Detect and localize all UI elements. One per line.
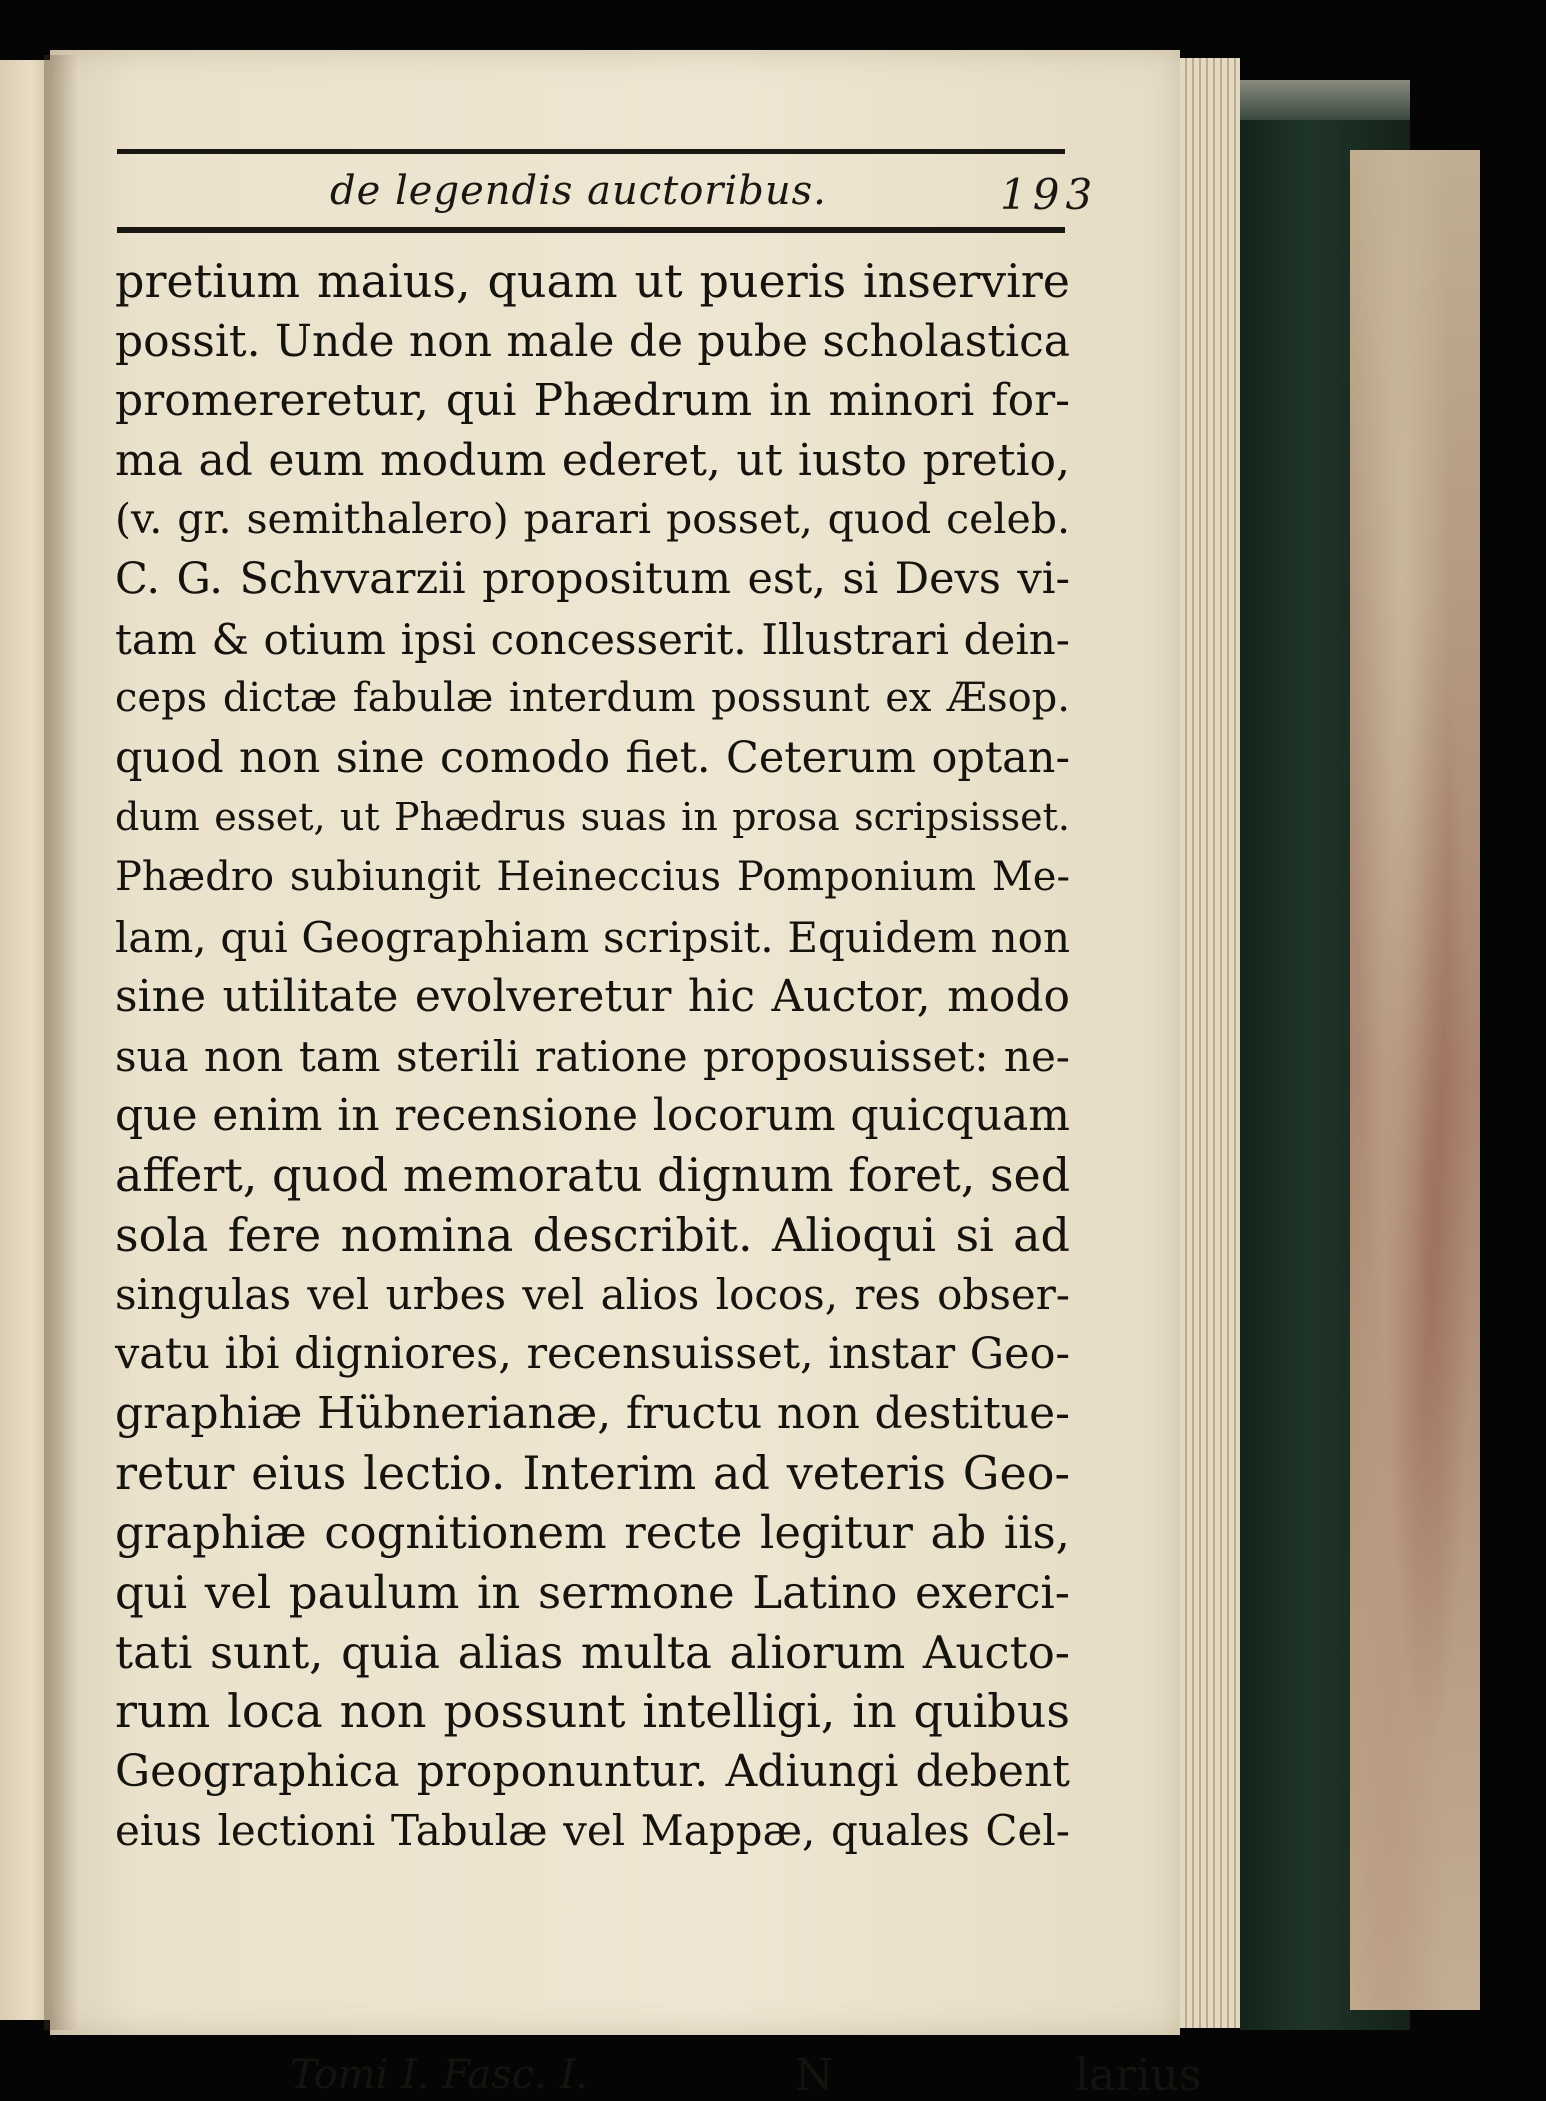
text-line: C. G. Schvvarzii propositum est, si Devs vi- (115, 553, 1070, 604)
text-line: rum loca non possunt intelligi, in quibus (115, 1684, 1070, 1739)
signature-mark: N (795, 2050, 834, 2101)
text-line: qui vel paulum in sermone Latino exerci- (115, 1566, 1070, 1620)
text-line: sine utilitate evolveretur hic Auctor, modo (115, 971, 1070, 1023)
binding-top (1240, 80, 1410, 120)
text-line: graphiæ cognitionem recte legitur ab iis, (115, 1506, 1070, 1560)
text-line: pretium maius, quam ut pueris inservire (115, 254, 1070, 308)
text-line: tati sunt, quia alias multa aliorum Aucto- (115, 1625, 1070, 1679)
text-line: graphiæ Hübnerianæ, fructu non destitue- (115, 1388, 1070, 1440)
text-line: (v. gr. semithalero) parari posset, quod celeb. (115, 495, 1070, 544)
text-line: sua non tam sterili ratione proposuisset: ne- (115, 1031, 1070, 1081)
page-number: 193 (1000, 170, 1099, 219)
running-head: de legendis auctoribus. (330, 168, 827, 214)
header-rule-top (117, 149, 1065, 154)
text-line: lam, qui Geographiam scripsit. Equidem non (115, 912, 1070, 962)
text-line: vatu ibi digniores, recensuisset, instar Geo- (115, 1328, 1070, 1379)
text-line: Phædro subiungit Heineccius Pomponium Me- (115, 853, 1070, 900)
text-line: eius lectioni Tabulæ vel Mappæ, quales Cel- (115, 1806, 1070, 1856)
text-line: que enim in recensione locorum quicquam (115, 1090, 1070, 1142)
signature-text: Tomi I. Fasc. I. (290, 2052, 589, 2098)
body-text (115, 252, 1202, 2101)
page-edge-stack (1180, 58, 1240, 2028)
catchword: larius (1075, 2050, 1202, 2101)
spine-shadow (44, 55, 78, 2030)
text-line: possit. Unde non male de pube scholastica (115, 315, 1070, 367)
text-line: sola fere nomina describit. Alioqui si ad (115, 1207, 1070, 1262)
text-line: quod non sine comodo fiet. Ceterum optan- (115, 732, 1070, 783)
text-line: tam & otium ipsi concesserit. Illustrari dein- (115, 614, 1070, 664)
text-line: dum esset, ut Phædrus suas in prosa scripsisset. (115, 795, 1070, 840)
text-line: Geographica proponuntur. Adiungi debent (115, 1745, 1070, 1797)
text-line: retur eius lectio. Interim ad veteris Geo- (115, 1445, 1070, 1500)
text-line: singulas vel urbes vel alios locos, res obser- (115, 1270, 1070, 1320)
marbled-endpaper (1350, 150, 1480, 2010)
header-rule-bottom (117, 227, 1065, 233)
text-line: affert, quod memoratu dignum foret, sed (115, 1147, 1071, 1202)
text-line: promereretur, qui Phædrum in minori for- (115, 375, 1070, 427)
text-line: ceps dictæ fabulæ interdum possunt ex Æsop. (115, 675, 1070, 722)
text-line: ma ad eum modum ederet, ut iusto pretio, (115, 434, 1070, 486)
